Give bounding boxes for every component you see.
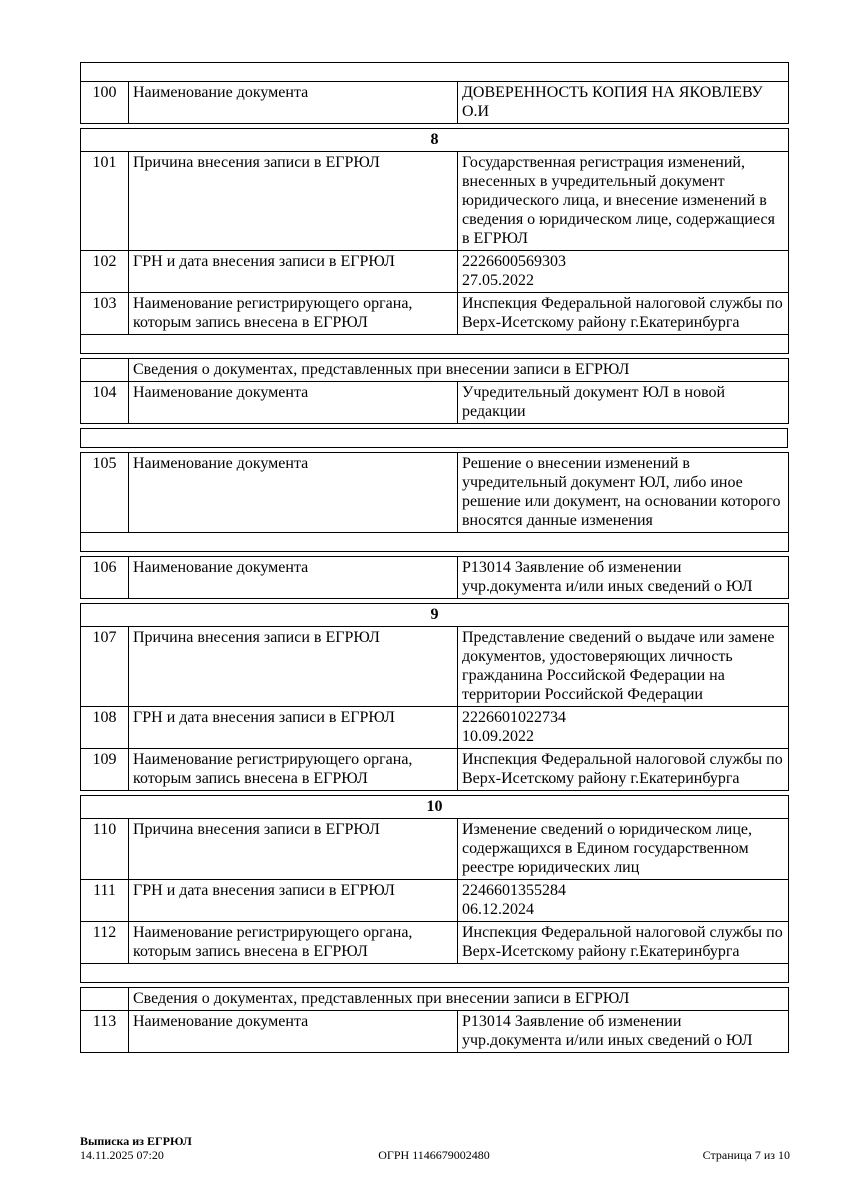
spacer-row [81,964,789,983]
record-block [80,128,789,354]
row-number-cell: 103 [81,293,129,335]
section-number-cell: 10 [81,796,789,819]
table-row [81,82,789,124]
field-value-cell: Р13014 Заявление об изменении учр.документа и/или иных сведений о ЮЛ [458,1011,789,1053]
row-number-cell [81,359,129,382]
section-number-row [81,129,789,152]
table-row [81,453,789,533]
grn-date: 10.09.2022 [462,728,534,745]
table-row [81,382,789,424]
grn-number: 2226600569303 [462,253,566,270]
row-number-cell: 111 [81,880,129,922]
footer-ogrn: ОГРН 1146679002480 [378,1148,490,1162]
field-value-cell: Инспекция Федеральной налоговой службы по Верх-Исетскому району г.Екатеринбурга [458,749,789,791]
field-value-cell [458,880,789,922]
row-number-cell: 109 [81,749,129,791]
spacer-cell [81,533,789,552]
field-label-cell: ГРН и дата внесения записи в ЕГРЮЛ [129,707,458,749]
footer-page-number: Страница 7 из 10 [702,1148,790,1162]
field-value-cell: Р13014 Заявление об изменении учр.документа и/или иных сведений о ЮЛ [458,557,789,599]
field-label-cell: Наименование документа [129,453,458,533]
field-label-cell: Наименование документа [129,82,458,124]
record-block [80,987,789,1053]
field-label-cell: Причина внесения записи в ЕГРЮЛ [129,627,458,707]
field-label-cell: Наименование документа [129,557,458,599]
grn-date: 27.05.2022 [462,272,534,289]
field-label-cell: Наименование регистрирующего органа, которым запись внесена в ЕГРЮЛ [129,922,458,964]
record-block [80,556,789,599]
field-value-cell: Представление сведений о выдаче или замене документов, удостоверяющих личность гражданина Российской Федерации на территории Российской Федерации [458,627,789,707]
spacer-row [81,63,789,82]
spacer-row [81,533,789,552]
field-label-cell: Наименование регистрирующего органа, которым запись внесена в ЕГРЮЛ [129,293,458,335]
spacer-row [81,429,788,448]
documents-subheader-row [81,359,789,382]
row-number-cell: 110 [81,819,129,880]
table-row [81,557,789,599]
documents-subheader-row [81,988,789,1011]
records-table-area [80,62,788,1057]
field-value-cell [458,251,789,293]
row-number-cell: 101 [81,152,129,251]
row-number-cell: 104 [81,382,129,424]
section-number-cell: 9 [81,604,789,627]
field-label-cell: Наименование регистрирующего органа, которым запись внесена в ЕГРЮЛ [129,749,458,791]
row-number-cell: 112 [81,922,129,964]
field-label-cell: Наименование документа [129,1011,458,1053]
field-label-cell: Причина внесения записи в ЕГРЮЛ [129,819,458,880]
section-number-cell: 8 [81,129,789,152]
table-row [81,922,789,964]
field-label-cell: Причина внесения записи в ЕГРЮЛ [129,152,458,251]
record-block [80,603,789,791]
spacer-cell [81,964,789,983]
row-number-cell [81,988,129,1011]
documents-subheader-cell: Сведения о документах, представленных при внесении записи в ЕГРЮЛ [129,359,789,382]
row-number-cell: 107 [81,627,129,707]
spacer-cell [81,335,789,354]
footer-timestamp: 14.11.2025 07:20 [80,1148,164,1162]
field-label-cell: ГРН и дата внесения записи в ЕГРЮЛ [129,880,458,922]
table-row [81,251,789,293]
row-number-cell: 106 [81,557,129,599]
table-row [81,627,789,707]
field-value-cell: Государственная регистрация изменений, внесенных в учредительный документ юридического лица, и внесение изменений в сведения о юридическом лице, содержащиеся в ЕГРЮЛ [458,152,789,251]
section-number-row [81,604,789,627]
row-number-cell: 100 [81,82,129,124]
footer-doc-title: Выписка из ЕГРЮЛ [80,1134,192,1148]
table-row [81,880,789,922]
grn-number: 2246601355284 [462,882,566,899]
field-value-cell: ДОВЕРЕННОСТЬ КОПИЯ НА ЯКОВЛЕВУ О.И [458,82,789,124]
spacer-block [80,428,788,448]
table-row [81,1011,789,1053]
field-label-cell: ГРН и дата внесения записи в ЕГРЮЛ [129,251,458,293]
table-row [81,152,789,251]
spacer-row [81,335,789,354]
row-number-cell: 102 [81,251,129,293]
field-value-cell: Инспекция Федеральной налоговой службы по Верх-Исетскому району г.Екатеринбурга [458,293,789,335]
spacer-cell [81,429,788,448]
field-value-cell: Инспекция Федеральной налоговой службы по Верх-Исетскому району г.Екатеринбурга [458,922,789,964]
table-row [81,293,789,335]
record-block [80,358,789,424]
row-number-cell: 113 [81,1011,129,1053]
field-label-cell: Наименование документа [129,382,458,424]
section-number-row [81,796,789,819]
record-block [80,795,789,983]
grn-date: 06.12.2024 [462,901,534,918]
documents-subheader-cell: Сведения о документах, представленных при внесении записи в ЕГРЮЛ [129,988,789,1011]
table-row [81,707,789,749]
spacer-cell [81,63,789,82]
record-block [80,452,789,552]
field-value-cell: Учредительный документ ЮЛ в новой редакции [458,382,789,424]
record-block [80,62,789,124]
field-value-cell [458,707,789,749]
row-number-cell: 108 [81,707,129,749]
grn-number: 2226601022734 [462,709,566,726]
table-row [81,819,789,880]
field-value-cell: Решение о внесении изменений в учредительный документ ЮЛ, либо иное решение или документ, на основании которого вносятся данные изменения [458,453,789,533]
row-number-cell: 105 [81,453,129,533]
table-row [81,749,789,791]
field-value-cell: Изменение сведений о юридическом лице, содержащихся в Едином государственном реестре юридических лиц [458,819,789,880]
